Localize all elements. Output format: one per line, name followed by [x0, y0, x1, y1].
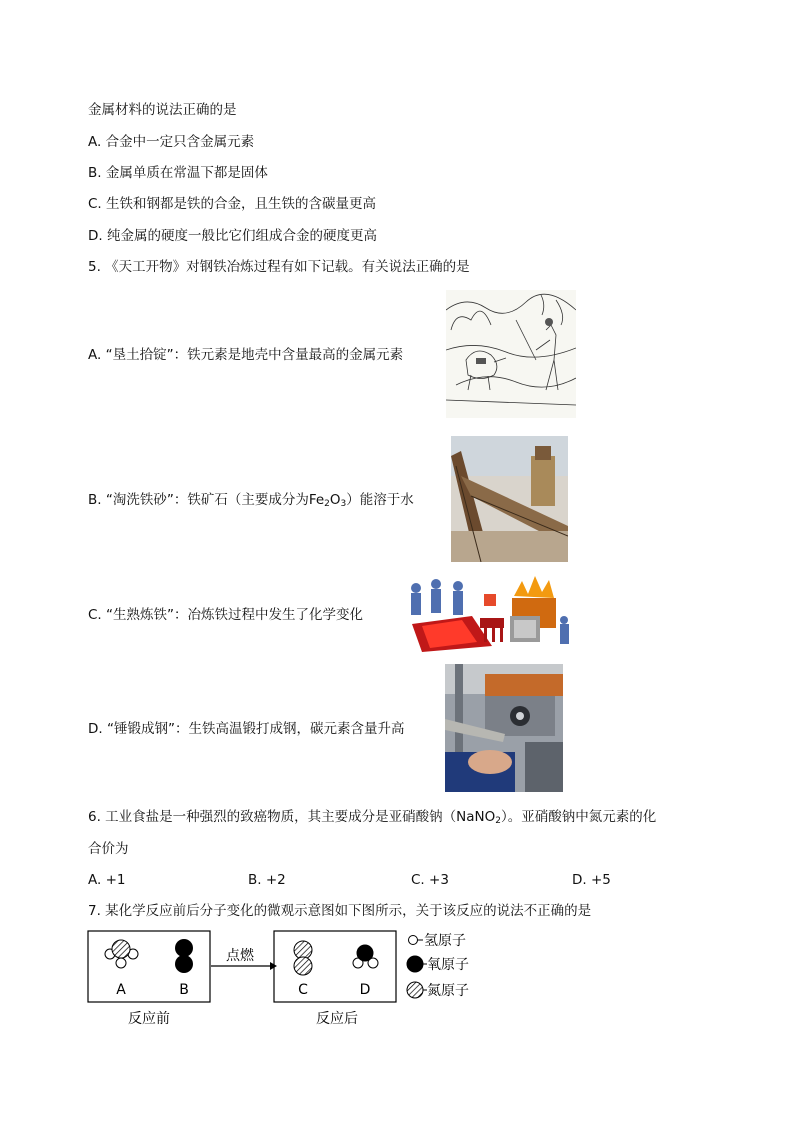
q5-option-b-sub2: 3 — [340, 499, 347, 509]
q5-option-c: C. “生熟炼铁”：冶炼铁过程中发生了化学变化 — [88, 607, 363, 623]
q6-stem-line2: 合价为 — [88, 841, 129, 857]
q4-option-b: B. 金属单质在常温下都是固体 — [88, 165, 268, 181]
q6-stem — [88, 808, 656, 830]
woodcut-illustration-image — [446, 290, 576, 418]
molecule-a — [105, 940, 138, 968]
q4-option-c: C. 生铁和钢都是铁的合金，且生铁的含碳量更高 — [88, 196, 377, 212]
q6-choice-a: A. +1 — [88, 872, 126, 888]
before-label: 反应前 — [128, 1011, 170, 1027]
q5-option-a: A. “垦土拾锭”：铁元素是地壳中含量最高的金属元素 — [88, 347, 404, 363]
oxygen-atom — [357, 945, 373, 961]
q4-option-a: A. 合金中一定只含金属元素 — [88, 134, 255, 150]
molecule-c — [294, 941, 312, 975]
q4-stem: 金属材料的说法正确的是 — [88, 102, 237, 118]
label-a: A — [116, 982, 126, 998]
legend-hydrogen-label: 氢原子 — [424, 933, 466, 949]
molecule-d — [353, 945, 378, 968]
after-label: 反应后 — [316, 1011, 358, 1027]
q4-option-d: D. 纯金属的硬度一般比它们组成合金的硬度更高 — [88, 228, 377, 244]
q5-option-d: D. “锤锻成钢”：生铁高温锻打成钢，碳元素含量升高 — [88, 721, 405, 737]
nitrogen-atom — [112, 940, 130, 958]
molecule-b — [175, 939, 193, 973]
q5-option-b-text: B. “淘洗铁砂”：铁矿石（主要成分为Fe — [88, 492, 325, 508]
legend-hydrogen-icon — [409, 936, 418, 945]
q6-choice-c: C. +3 — [411, 872, 449, 888]
legend-oxygen-label: 氧原子 — [427, 957, 469, 973]
forging-machine-photo — [445, 664, 563, 792]
oxygen-atom — [175, 955, 193, 973]
nitrogen-atom — [294, 941, 312, 959]
q5-option-b-sub1: 2 — [324, 499, 330, 509]
mining-machine-photo — [451, 436, 568, 562]
q6-choice-b: B. +2 — [248, 872, 286, 888]
label-d: D — [359, 982, 371, 998]
label-b: B — [179, 982, 189, 998]
legend-nitrogen-label: 氮原子 — [427, 983, 469, 999]
q6-stem-text: 6. 工业食盐是一种强烈的致癌物质，其主要成分是亚硝酸钠（NaNO — [88, 809, 496, 825]
smelting-cartoon-image — [402, 576, 576, 652]
nitrogen-atom — [294, 957, 312, 975]
legend-nitrogen-icon — [407, 982, 423, 998]
q5-option-b-post: ）能溶于水 — [346, 492, 414, 508]
q5-option-b — [88, 491, 414, 513]
q6-stem-sub: 2 — [495, 816, 502, 826]
q5-stem: 5. 《天工开物》对钢铁冶炼过程有如下记载。有关说法正确的是 — [88, 259, 470, 275]
label-c: C — [298, 982, 308, 998]
q5-option-b-mid: O — [329, 492, 341, 508]
hydrogen-atom — [116, 958, 126, 968]
q6-stem-post: ）。亚硝酸钠中氮元素的化 — [501, 809, 657, 825]
reaction-diagram — [85, 928, 505, 1032]
q7-stem: 7. 某化学反应前后分子变化的微观示意图如下图所示，关于该反应的说法不正确的是 — [88, 903, 592, 919]
q6-choice-d: D. +5 — [572, 872, 611, 888]
legend-oxygen-icon — [407, 956, 423, 972]
oxygen-atom — [175, 939, 193, 957]
after-box — [274, 931, 396, 1002]
arrow-label: 点燃 — [226, 948, 254, 964]
